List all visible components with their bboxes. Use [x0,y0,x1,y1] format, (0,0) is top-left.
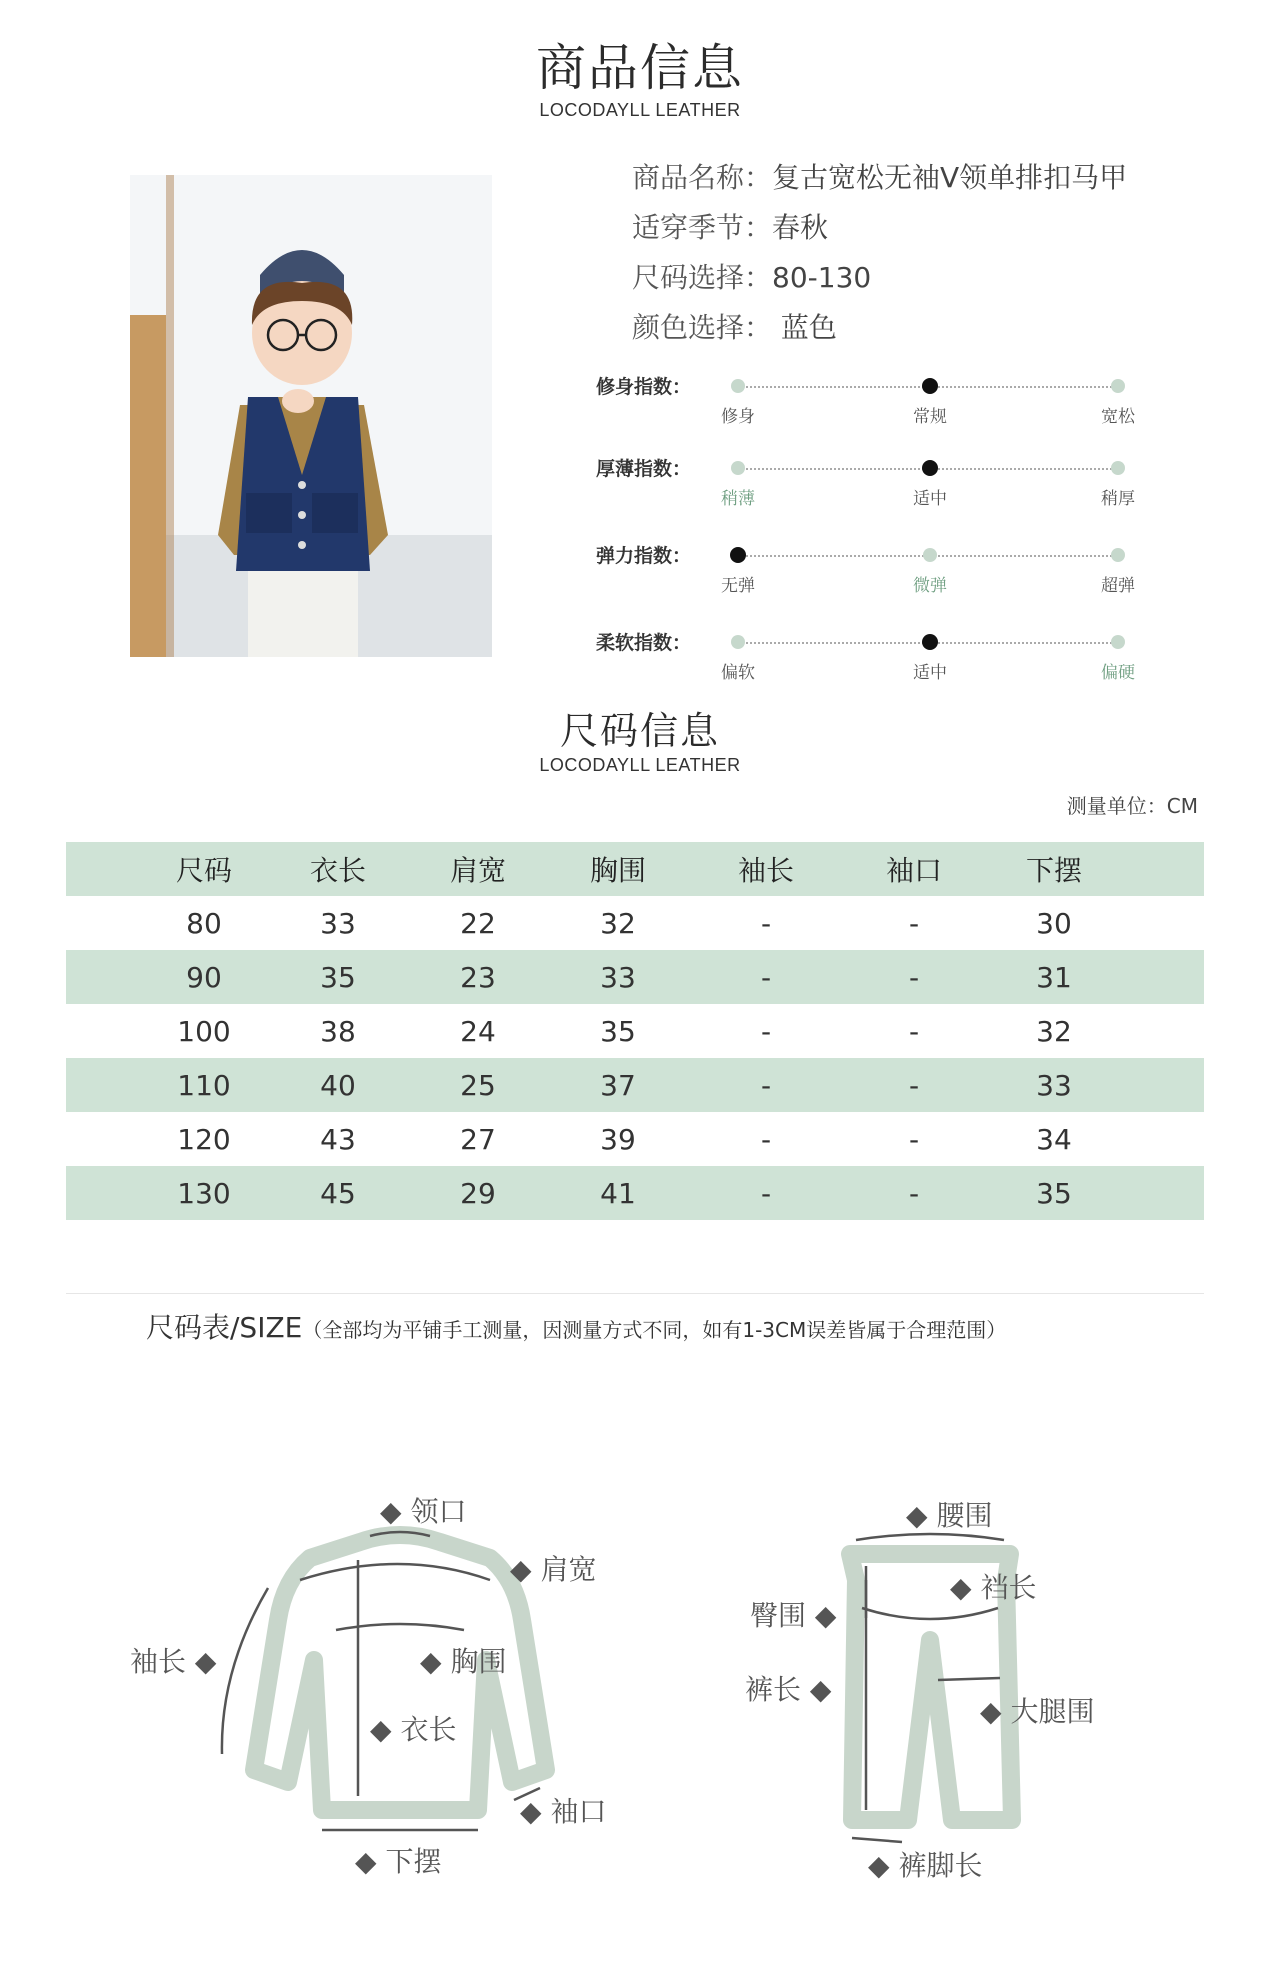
table-cell: - [908,1014,920,1048]
table-cell: 32 [600,906,636,940]
table-cell: 27 [460,1122,496,1156]
table-cell: 38 [320,1014,356,1048]
table-cell: 33 [1036,1068,1072,1102]
table-cell: 22 [460,906,496,940]
index-option: 适中 [913,663,947,683]
label-leg-opening: ◆ 裤脚长 [868,1849,983,1882]
info-value: 蓝色 [772,311,837,344]
table-cell: - [908,1068,920,1102]
table-cell: 43 [320,1122,356,1156]
size-info-header [0,700,1280,776]
label-sleeve: 袖长 ◆ [130,1645,217,1678]
info-label: 商品名称： [632,161,773,194]
table-cell: - [908,906,920,940]
table-cell: 32 [1036,1014,1072,1048]
table-header-cell: 袖口 [885,854,942,887]
size-info-subtitle: LOCODAYLL LEATHER [539,755,741,775]
table-row [66,1166,1204,1220]
size-info-title: 尺码信息 [559,709,720,753]
table-cell: 120 [177,1122,231,1156]
table-cell: 33 [600,960,636,994]
index-dot [1111,379,1125,393]
index-dot [731,635,745,649]
table-cell: 33 [320,906,356,940]
table-cell: 40 [320,1068,356,1102]
table-header-cell: 尺码 [175,854,232,887]
index-dot-selected [922,634,938,650]
product-info-subtitle: LOCODAYLL LEATHER [539,100,741,120]
table-cell: 37 [600,1068,636,1102]
size-table [66,842,1204,1220]
index-dot [923,548,937,562]
info-label: 适穿季节： [632,211,773,244]
table-cell: - [760,1122,772,1156]
info-line-name [632,156,1127,196]
table-cell: 39 [600,1122,636,1156]
divider [66,1293,1204,1294]
index-option: 偏硬 [1101,663,1135,683]
info-line-color [632,306,837,346]
index-label: 柔软指数： [596,632,692,654]
label-rise: ◆ 裆长 [950,1571,1037,1604]
product-info-title: 商品信息 [536,39,744,97]
table-cell: 90 [186,960,222,994]
index-dot [1111,635,1125,649]
table-row [66,896,1204,950]
table-cell: - [760,960,772,994]
index-dot-selected [922,378,938,394]
measure-arrows [222,1532,1004,1842]
table-cell: 35 [1036,1176,1072,1210]
table-cell: - [908,960,920,994]
label-hip: 臀围 ◆ [750,1599,837,1632]
table-cell: 80 [186,906,222,940]
label-waist: ◆ 腰围 [906,1499,993,1532]
index-dot [1111,548,1125,562]
index-option: 微弹 [913,576,947,596]
table-row [66,1112,1204,1166]
table-row [66,950,1204,1004]
label-hem: ◆ 下摆 [355,1845,442,1878]
info-value: 复古宽松无袖V领单排扣马甲 [772,161,1128,194]
info-value: 80-130 [772,261,872,294]
index-dot [731,379,745,393]
index-option: 偏软 [721,663,755,683]
info-label: 颜色选择： [632,311,773,344]
table-header-cell: 衣长 [309,854,366,887]
table-cell: 35 [320,960,356,994]
index-dot [731,461,745,475]
index-dot [1111,461,1125,475]
label-shoulder: ◆ 肩宽 [510,1553,597,1586]
label-cuff: ◆ 袖口 [520,1795,607,1828]
info-value: 春秋 [772,211,829,244]
index-label: 弹力指数： [596,545,692,567]
table-cell: - [760,1176,772,1210]
table-cell: - [908,1122,920,1156]
table-cell: 130 [177,1176,231,1210]
table-header-row [66,842,1204,896]
table-row [66,1004,1204,1058]
table-header-cell: 肩宽 [449,854,506,887]
label-collar: ◆ 领口 [380,1495,467,1528]
table-cell: 30 [1036,906,1072,940]
table-cell: - [908,1176,920,1210]
table-header-cell: 下摆 [1025,854,1082,887]
table-cell: - [760,1068,772,1102]
table-cell: 34 [1036,1122,1072,1156]
index-option: 常规 [913,407,947,427]
index-option: 稍薄 [721,489,755,509]
table-row [66,1058,1204,1112]
measure-unit: 测量单位：CM [1066,794,1198,818]
label-thigh: ◆ 大腿围 [980,1695,1095,1728]
table-cell: - [760,1014,772,1048]
table-cell: 100 [177,1014,231,1048]
table-cell: 110 [177,1068,231,1102]
table-cell: 45 [320,1176,356,1210]
label-chest: ◆ 胸围 [420,1645,507,1678]
table-cell: 23 [460,960,496,994]
info-line-size [632,256,871,296]
index-option: 修身 [721,407,755,427]
product-photo [130,175,492,657]
table-cell: - [760,906,772,940]
index-label: 修身指数： [596,376,692,398]
table-cell: 24 [460,1014,496,1048]
size-note-remark: （全部均为平铺手工测量，因测量方式不同，如有1-3CM误差皆属于合理范围） [302,1318,1007,1342]
label-length: ◆ 衣长 [370,1713,457,1746]
info-line-season [632,206,828,246]
table-cell: 29 [460,1176,496,1210]
size-note-title: 尺码表/SIZE [146,1311,303,1344]
index-dot-selected [730,547,746,563]
index-option: 无弹 [721,576,755,596]
index-option: 超弹 [1101,576,1135,596]
table-cell: 35 [600,1014,636,1048]
index-option: 稍厚 [1101,489,1135,509]
index-dot-selected [922,460,938,476]
table-cell: 25 [460,1068,496,1102]
index-option: 宽松 [1101,407,1135,427]
table-cell: 41 [600,1176,636,1210]
table-cell: 31 [1036,960,1072,994]
info-label: 尺码选择： [632,261,773,294]
label-pants-length: 裤长 ◆ [745,1673,832,1706]
index-option: 适中 [913,489,947,509]
table-header-cell: 袖长 [737,854,794,887]
index-label: 厚薄指数： [596,458,692,480]
size-note [146,1306,1006,1346]
product-info-header [0,28,1280,121]
table-header-cell: 胸围 [589,854,646,887]
